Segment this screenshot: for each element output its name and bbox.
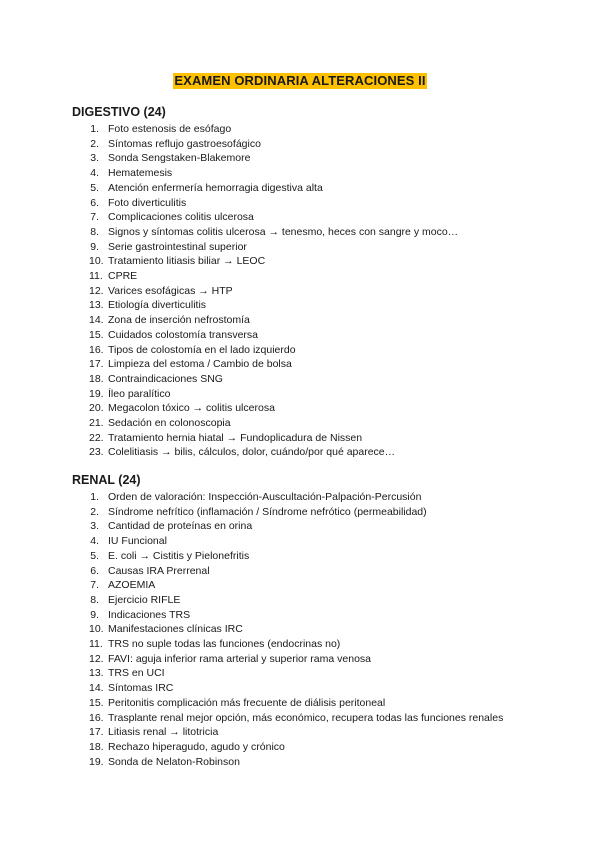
section-digestivo xyxy=(72,104,572,460)
list-item xyxy=(72,505,572,520)
item-text: Limpieza del estoma / Cambio de bolsa xyxy=(108,358,292,371)
item-number: 21. xyxy=(89,417,104,430)
item-text: Síndrome nefrítico (inflamación / Síndrome nefrótico (permeabilidad) xyxy=(108,505,427,518)
list-item xyxy=(72,240,572,255)
list-item xyxy=(72,593,572,608)
item-text: Tipos de colostomía en el lado izquierdo xyxy=(108,343,296,356)
item-text: Ejercicio RIFLE xyxy=(108,593,181,606)
item-number: 16. xyxy=(89,711,104,724)
item-number: 13. xyxy=(89,667,104,680)
item-text: Colelitiasis → bilis, cálculos, dolor, cuándo/por qué aparece… xyxy=(108,446,396,459)
list-item xyxy=(72,196,572,211)
item-number: 22. xyxy=(89,431,104,444)
item-number: 14. xyxy=(89,682,104,695)
item-text: Litiasis renal → litotricia xyxy=(108,726,219,739)
item-number: 2. xyxy=(90,505,99,518)
list-item xyxy=(72,608,572,623)
item-text: Complicaciones colitis ulcerosa xyxy=(108,211,254,224)
item-number: 9. xyxy=(90,608,99,621)
item-number: 17. xyxy=(89,358,104,371)
list-item xyxy=(72,181,572,196)
question-list xyxy=(72,490,572,769)
list-item xyxy=(72,666,572,681)
list-item xyxy=(72,298,572,313)
item-number: 23. xyxy=(89,446,104,459)
list-item xyxy=(72,269,572,284)
item-number: 6. xyxy=(90,564,99,577)
item-text: CPRE xyxy=(108,270,138,283)
section-heading: DIGESTIVO (24) xyxy=(72,105,166,119)
item-text: Indicaciones TRS xyxy=(108,608,191,621)
list-item xyxy=(72,534,572,549)
list-item xyxy=(72,416,572,431)
list-item xyxy=(72,431,572,446)
item-text: Contraindicaciones SNG xyxy=(108,372,223,385)
item-number: 7. xyxy=(90,579,99,592)
list-item xyxy=(72,254,572,269)
question-list xyxy=(72,122,572,460)
list-item xyxy=(72,725,572,740)
list-item xyxy=(72,137,572,152)
list-item xyxy=(72,284,572,299)
item-number: 10. xyxy=(89,623,104,636)
item-text: Orden de valoración: Inspección-Auscultación-Palpación-Percusión xyxy=(108,491,422,503)
item-text: Íleo paralítico xyxy=(108,387,171,400)
item-number: 12. xyxy=(89,284,104,297)
item-text: Cuidados colostomía transversa xyxy=(108,328,258,341)
item-number: 2. xyxy=(90,137,99,150)
list-item xyxy=(72,313,572,328)
item-number: 20. xyxy=(89,402,104,415)
section-heading: RENAL (24) xyxy=(72,473,141,487)
list-item xyxy=(72,549,572,564)
item-text: Tratamiento hernia hiatal → Fundoplicadura de Nissen xyxy=(108,431,363,444)
item-number: 11. xyxy=(89,638,103,651)
list-item xyxy=(72,166,572,181)
item-text: AZOEMIA xyxy=(108,579,156,592)
item-text: Varices esofágicas → HTP xyxy=(108,284,233,297)
item-number: 9. xyxy=(90,240,99,253)
item-number: 19. xyxy=(89,755,104,768)
item-number: 3. xyxy=(90,152,99,165)
item-text: Etiología diverticulitis xyxy=(108,299,207,312)
item-text: Hematemesis xyxy=(108,167,173,180)
item-number: 1. xyxy=(90,123,99,135)
item-number: 3. xyxy=(90,520,99,533)
list-item xyxy=(72,151,572,166)
item-number: 1. xyxy=(90,491,99,503)
item-number: 17. xyxy=(89,726,104,739)
item-number: 15. xyxy=(89,328,104,341)
item-number: 18. xyxy=(89,372,104,385)
item-number: 4. xyxy=(90,535,99,548)
item-text: Atención enfermería hemorragia digestiva alta xyxy=(108,181,323,194)
item-text: Foto diverticulitis xyxy=(108,196,187,209)
list-item xyxy=(72,210,572,225)
item-text: Megacolon tóxico → colitis ulcerosa xyxy=(108,402,275,415)
item-text: FAVI: aguja inferior rama arterial y superior rama venosa xyxy=(108,652,372,665)
item-text: Síntomas IRC xyxy=(108,682,174,695)
item-number: 8. xyxy=(90,593,99,606)
list-item xyxy=(72,622,572,637)
item-text: Trasplante renal mejor opción, más económico, recupera todas las funciones renales xyxy=(108,711,504,724)
page-title: EXAMEN ORDINARIA ALTERACIONES II xyxy=(174,73,426,88)
list-item xyxy=(72,740,572,755)
item-text: TRS no suple todas las funciones (endocrinas no) xyxy=(108,638,341,651)
item-number: 5. xyxy=(90,181,99,194)
list-item xyxy=(72,225,572,240)
list-item xyxy=(72,357,572,372)
list-item xyxy=(72,122,572,137)
list-item xyxy=(72,372,572,387)
list-item xyxy=(72,696,572,711)
item-number: 18. xyxy=(89,740,104,753)
item-number: 12. xyxy=(89,652,104,665)
item-text: Sedación en colonoscopia xyxy=(108,417,231,430)
list-item xyxy=(72,652,572,667)
item-text: Sonda Sengstaken-Blakemore xyxy=(108,152,251,165)
item-number: 4. xyxy=(90,167,99,180)
item-text: Peritonitis complicación más frecuente de diálisis peritoneal xyxy=(108,696,386,709)
list-item xyxy=(72,343,572,358)
list-item xyxy=(72,711,572,726)
item-text: Sonda de Nelaton-Robinson xyxy=(108,755,240,768)
item-number: 6. xyxy=(90,196,99,209)
item-number: 16. xyxy=(89,343,104,356)
item-text: IU Funcional xyxy=(108,535,167,548)
list-item xyxy=(72,328,572,343)
item-number: 8. xyxy=(90,225,99,238)
list-item xyxy=(72,564,572,579)
list-item xyxy=(72,519,572,534)
item-text: Signos y síntomas colitis ulcerosa → tenesmo, heces con sangre y moco… xyxy=(108,225,459,238)
item-text: Rechazo hiperagudo, agudo y crónico xyxy=(108,740,285,753)
list-item xyxy=(72,401,572,416)
item-text: TRS en UCI xyxy=(108,667,165,680)
item-text: Síntomas reflujo gastroesofágico xyxy=(108,137,261,150)
item-number: 19. xyxy=(89,387,104,400)
item-text: Manifestaciones clínicas IRC xyxy=(108,623,243,636)
item-number: 15. xyxy=(89,696,104,709)
list-item xyxy=(72,681,572,696)
item-text: Zona de inserción nefrostomía xyxy=(108,314,250,327)
section-renal xyxy=(72,472,572,769)
list-item xyxy=(72,637,572,652)
item-text: Cantidad de proteínas en orina xyxy=(108,520,253,533)
list-item xyxy=(72,387,572,402)
item-number: 11. xyxy=(89,270,103,283)
item-number: 14. xyxy=(89,314,104,327)
list-item xyxy=(72,445,572,460)
list-item xyxy=(72,755,572,770)
item-number: 13. xyxy=(89,299,104,312)
list-item xyxy=(72,490,572,505)
item-number: 10. xyxy=(89,255,104,268)
item-text: Causas IRA Prerrenal xyxy=(108,564,210,577)
item-text: Foto estenosis de esófago xyxy=(108,123,232,135)
item-number: 5. xyxy=(90,549,99,562)
item-text: Serie gastrointestinal superior xyxy=(108,240,247,253)
item-number: 7. xyxy=(90,211,99,224)
title-wrap xyxy=(0,72,600,90)
item-text: E. coli → Cistitis y Pielonefritis xyxy=(108,549,250,562)
item-text: Tratamiento litiasis biliar → LEOC xyxy=(108,255,266,268)
list-item xyxy=(72,578,572,593)
